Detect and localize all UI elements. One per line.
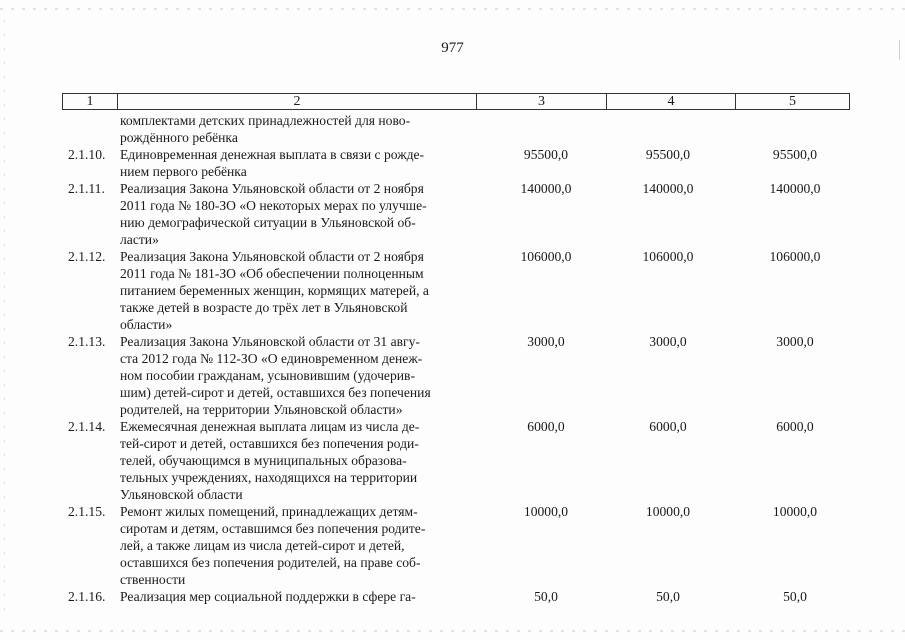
row-description [120, 333, 470, 418]
description-line: тей-сирот и детей, оставшихся без попечения роди- [120, 436, 419, 451]
row-code: 2.1.16. [68, 589, 106, 604]
description-line: области» [120, 317, 173, 332]
row-value-col-3: 106000,0 [520, 249, 572, 264]
row-value-col-4: 10000,0 [645, 504, 691, 519]
scan-edge-bottom [0, 630, 905, 632]
row-value-col-4: 3000,0 [649, 334, 687, 349]
description-line: ственности [120, 572, 186, 587]
table-row [62, 248, 862, 333]
description-line: 2011 года № 181-ЗО «Об обеспечении полноценным [120, 266, 424, 281]
table-row [62, 418, 862, 503]
row-value-col-3: 6000,0 [527, 419, 565, 434]
row-code: 2.1.10. [68, 147, 106, 162]
row-description [120, 112, 470, 146]
row-value-col-4: 106000,0 [642, 249, 694, 264]
row-value-col-4: 95500,0 [645, 147, 691, 162]
row-value-col-4: 140000,0 [642, 181, 694, 196]
row-value-col-3: 50,0 [534, 589, 558, 604]
row-value-col-4: 6000,0 [649, 419, 687, 434]
row-value-col-5: 140000,0 [769, 181, 821, 196]
description-line: ста 2012 года № 112-ЗО «О единовременном денеж- [120, 351, 423, 366]
description-line: родителей, на территории Ульяновской области» [120, 402, 403, 417]
description-line: телей, обучающимся в муниципальных образова- [120, 453, 407, 468]
description-line: Ульяновской области [120, 487, 243, 502]
row-value-col-3: 140000,0 [520, 181, 572, 196]
description-line: тельных учреждениях, находящихся на территории [120, 470, 418, 485]
description-line: ласти» [120, 232, 159, 247]
row-description [120, 418, 470, 503]
description-line: Реализация мер социальной поддержки в сфере га- [120, 589, 416, 604]
row-value-col-4: 50,0 [656, 589, 680, 604]
description-line: Единовременная денежная выплата в связи с рожде- [120, 147, 425, 162]
row-description [120, 503, 470, 588]
page-number: 977 [441, 40, 464, 56]
description-line: сиротам и детям, оставшимся без попечения родите- [120, 521, 426, 536]
row-description [120, 248, 470, 333]
scan-edge-left [4, 20, 5, 620]
table-row [62, 180, 862, 248]
row-code: 2.1.14. [68, 419, 106, 434]
row-value-col-5: 95500,0 [772, 147, 818, 162]
row-description [120, 588, 470, 605]
table-row [62, 112, 862, 146]
header-col-4: 4 [607, 94, 736, 109]
row-value-col-5: 6000,0 [776, 419, 814, 434]
description-line: рождённого ребёнка [120, 130, 238, 145]
header-col-5: 5 [789, 94, 796, 109]
row-value-col-5: 106000,0 [769, 249, 821, 264]
table-row [62, 588, 862, 605]
description-line: Ежемесячная денежная выплата лицам из числа де- [120, 419, 420, 434]
description-line: комплектами детских принадлежностей для ново- [120, 113, 411, 128]
description-line: оставшихся без попечения родителей, на праве соб- [120, 555, 421, 570]
description-line: шим) детей-сирот и детей, оставшихся без попечения [120, 385, 431, 400]
description-line: Реализация Закона Ульяновской области от 2 ноября [120, 249, 424, 264]
table-row [62, 503, 862, 588]
table-row [62, 146, 862, 180]
table-header-row [62, 93, 850, 110]
row-code: 2.1.13. [68, 334, 106, 349]
scan-edge-top [0, 8, 905, 10]
description-line: Ремонт жилых помещений, принадлежащих детям- [120, 504, 418, 519]
header-col-1: 1 [63, 94, 118, 109]
description-line: питанием беременных женщин, кормящих матерей, а [120, 283, 429, 298]
description-line: также детей в возрасте до трёх лет в Ульяновской [120, 300, 408, 315]
row-code: 2.1.15. [68, 504, 106, 519]
header-col-3: 3 [477, 94, 607, 109]
row-value-col-3: 95500,0 [523, 147, 569, 162]
table-row [62, 333, 862, 418]
row-value-col-3: 3000,0 [527, 334, 565, 349]
row-description [120, 146, 470, 180]
row-value-col-5: 10000,0 [772, 504, 818, 519]
row-code: 2.1.11. [68, 181, 105, 196]
row-code: 2.1.12. [68, 249, 106, 264]
row-value-col-5: 50,0 [783, 589, 807, 604]
description-line: ном пособии гражданам, усыновившим (удочерив- [120, 368, 415, 383]
row-description [120, 180, 470, 248]
row-value-col-5: 3000,0 [776, 334, 814, 349]
row-value-col-3: 10000,0 [523, 504, 569, 519]
description-line: нию демографической ситуации в Ульяновской об- [120, 215, 416, 230]
table-body [62, 112, 862, 605]
description-line: нием первого ребёнка [120, 164, 247, 179]
header-col-2: 2 [118, 94, 477, 109]
description-line: Реализация Закона Ульяновской области от 2 ноября [120, 181, 424, 196]
description-line: Реализация Закона Ульяновской области от 31 авгу- [120, 334, 420, 349]
description-line: лей, а также лицам из числа детей-сирот и детей, [120, 538, 405, 553]
description-line: 2011 года № 180-ЗО «О некоторых мерах по улучше- [120, 198, 427, 213]
